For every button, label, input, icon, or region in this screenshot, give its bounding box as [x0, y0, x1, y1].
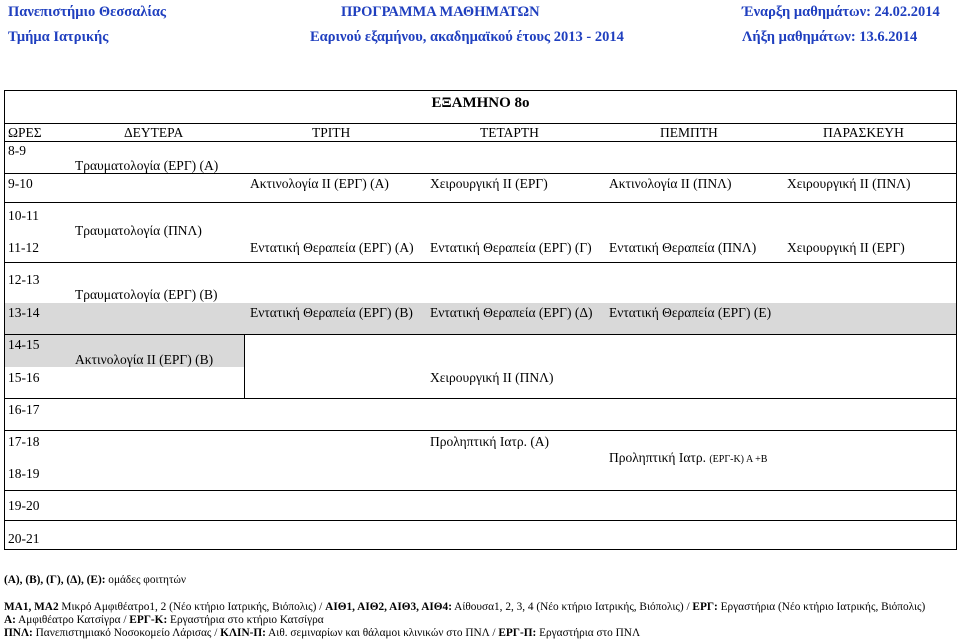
hour-label: 12-13 [8, 272, 40, 287]
legend-term: (Α), (Β), (Γ), (Δ), (Ε): [4, 574, 106, 586]
col-tuesday-header: ΤΡΙΤΗ [312, 125, 351, 140]
divider [4, 202, 957, 203]
hour-label: 11-12 [8, 240, 39, 255]
legend-term: ΑΙΘ1, ΑΙΘ2, ΑΙΘ3, ΑΙΘ4: [325, 601, 452, 613]
course-monday: Τραυματολογία (ΕΡΓ) (Α) [75, 158, 219, 173]
legend-line-1 [4, 601, 925, 613]
divider [4, 520, 957, 521]
hour-label: 9-10 [8, 176, 33, 191]
legend-term: ΠΝΛ: [4, 627, 33, 639]
course-friday: Χειρουργική ΙΙ (ΕΡΓ) [787, 240, 905, 255]
course-tuesday: Εντατική Θεραπεία (ΕΡΓ) (Α) [250, 240, 414, 255]
start-date: Έναρξη μαθημάτων: 24.02.2014 [742, 4, 940, 20]
legend-text: Αμφιθέατρο Κατσίγρα / [15, 614, 130, 626]
course-thursday [609, 450, 767, 466]
course-wednesday: Προληπτική Ιατρ. (Α) [430, 434, 550, 449]
end-date: Λήξη μαθημάτων: 13.6.2014 [742, 29, 918, 45]
course-thursday-main: Προληπτική Ιατρ. [609, 450, 706, 465]
legend-text: Εργαστήρια (Νέο κτήριο Ιατρικής, Βιόπολις) [717, 601, 926, 613]
divider [4, 123, 957, 124]
legend-text: Αιθ. σεμιναρίων και θάλαμοι κλινικών στο ΠΝΛ / [265, 627, 499, 639]
university-name: Πανεπιστήμιο Θεσσαλίας [8, 4, 167, 20]
hour-label: 19-20 [8, 498, 40, 513]
divider [4, 398, 957, 399]
course-wednesday: Εντατική Θεραπεία (ΕΡΓ) (Δ) [430, 305, 593, 320]
divider [4, 262, 957, 263]
col-thursday-header: ΠΕΜΠΤΗ [660, 125, 718, 140]
legend-term: ΚΛΙΝ-Π: [220, 627, 266, 639]
course-monday: Ακτινολογία ΙΙ (ΕΡΓ) (Β) [75, 352, 214, 367]
course-wednesday: Χειρουργική ΙΙ (ΕΡΓ) [430, 176, 548, 191]
course-monday: Τραυματολογία (ΕΡΓ) (Β) [75, 287, 218, 302]
hour-label: 13-14 [8, 305, 40, 320]
course-thursday: Εντατική Θεραπεία (ΕΡΓ) (Ε) [609, 305, 772, 320]
course-tuesday: Ακτινολογία ΙΙ (ΕΡΓ) (Α) [250, 176, 389, 191]
semester-title: ΕΞΑΜΗΝΟ 8ο [431, 95, 530, 111]
legend-text: Αίθουσα1, 2, 3, 4 (Νέο κτήριο Ιατρικής, Βιόπολις) / [451, 601, 693, 613]
course-thursday: Εντατική Θεραπεία (ΠΝΛ) [609, 240, 757, 255]
legend-line-2 [4, 614, 324, 626]
hour-label: 10-11 [8, 208, 39, 223]
legend-term: ΜΑ1, ΜΑ2 [4, 601, 59, 613]
legend-text: Εργαστήρια στο ΠΝΛ [536, 627, 641, 639]
col-monday-header: ΔΕΥΤΕΡΑ [124, 125, 184, 140]
hour-label: 14-15 [8, 337, 40, 352]
col-hours-header: ΩΡΕΣ [8, 125, 42, 140]
legend-groups [4, 574, 186, 586]
divider [4, 141, 957, 142]
divider [4, 430, 957, 431]
course-wednesday: Εντατική Θεραπεία (ΕΡΓ) (Γ) [430, 240, 592, 255]
course-wednesday: Χειρουργική ΙΙ (ΠΝΛ) [430, 370, 554, 385]
col-wednesday-header: ΤΕΤΑΡΤΗ [480, 125, 539, 140]
legend-line-3 [4, 627, 640, 639]
legend-text: Μικρό Αμφιθέατρο1, 2 (Νέο κτήριο Ιατρικής, Βιόπολις) / [58, 601, 326, 613]
legend-text: ομάδες φοιτητών [105, 574, 187, 586]
department-name: Τμήμα Ιατρικής [8, 29, 109, 45]
course-tuesday: Εντατική Θεραπεία (ΕΡΓ) (Β) [250, 305, 413, 320]
legend-term: Α: [4, 614, 16, 626]
hour-label: 15-16 [8, 370, 40, 385]
program-title: ΠΡΟΓΡΑΜΜΑ ΜΑΘΗΜΑΤΩΝ [341, 4, 540, 20]
program-subtitle: Εαρινού εξαμήνου, ακαδημαϊκού έτους 2013 - 2014 [310, 29, 624, 45]
hour-label: 18-19 [8, 466, 40, 481]
col-friday-header: ΠΑΡΑΣΚΕΥΗ [823, 125, 904, 140]
legend-term: ΕΡΓ: [692, 601, 718, 613]
hour-label: 8-9 [8, 143, 26, 158]
hour-label: 17-18 [8, 434, 40, 449]
divider [244, 334, 245, 398]
legend-term: ΕΡΓ-Π: [498, 627, 537, 639]
legend-term: ΕΡΓ-Κ: [129, 614, 168, 626]
legend-text: Εργαστήρια στο κτήριο Κατσίγρα [167, 614, 324, 626]
legend-text: Πανεπιστημιακό Νοσοκομείο Λάρισας / [32, 627, 221, 639]
course-friday: Χειρουργική ΙΙ (ΠΝΛ) [787, 176, 911, 191]
divider [4, 490, 957, 491]
divider [4, 334, 957, 335]
course-monday: Τραυματολογία (ΠΝΛ) [75, 223, 202, 238]
hour-label: 16-17 [8, 402, 40, 417]
course-thursday-note: (ΕΡΓ-Κ) Α +Β [709, 454, 768, 465]
course-thursday: Ακτινολογία ΙΙ (ΠΝΛ) [609, 176, 732, 191]
hour-label: 20-21 [8, 531, 40, 546]
